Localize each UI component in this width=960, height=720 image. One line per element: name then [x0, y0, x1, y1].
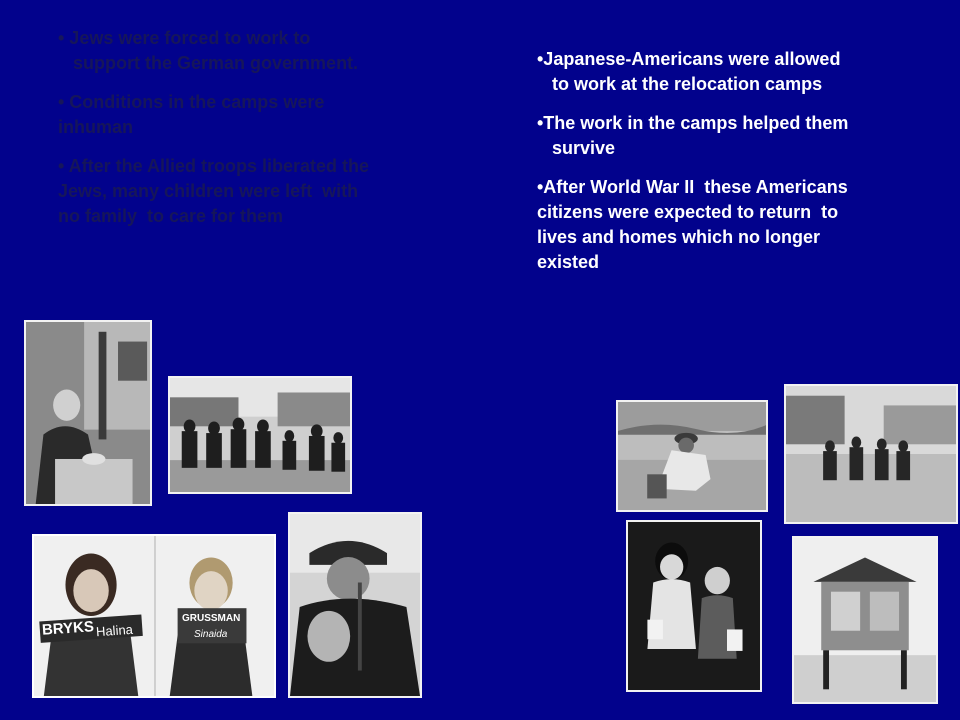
left-text-block	[58, 26, 448, 243]
photo-guard-tower	[792, 536, 938, 704]
photo-worker-machine	[24, 320, 152, 506]
sign-left-name: Halina	[95, 621, 134, 640]
right-text-block	[537, 47, 937, 289]
left-bullet: • After the Allied troops liberated the Jews, many children were left with no family to care for them	[58, 156, 370, 226]
right-bullet: •The work in the camps helped them survive	[537, 113, 849, 158]
photo-man-with-can	[288, 512, 422, 698]
sign-right-name: Sinaida	[194, 629, 228, 640]
left-bullet: • Jews were forced to work to support the German government.	[58, 28, 359, 73]
left-bullet: • Conditions in the camps were inhuman	[58, 92, 325, 137]
photo-girls-with-signs	[32, 534, 276, 698]
photo-children-tags	[626, 520, 762, 692]
photo-farm-worker	[616, 400, 768, 512]
right-bullet: •After World War II these Americans citizens were expected to return to lives and homes which no longer existed	[537, 177, 848, 272]
sign-right-surname: GRUSSMAN	[182, 613, 241, 624]
right-bullet: •Japanese-Americans were allowed to work at the relocation camps	[537, 49, 841, 94]
photo-camp-arrival	[784, 384, 958, 524]
photo-marching-prisoners	[168, 376, 352, 494]
sign-left-surname: BRYKS	[41, 618, 95, 639]
